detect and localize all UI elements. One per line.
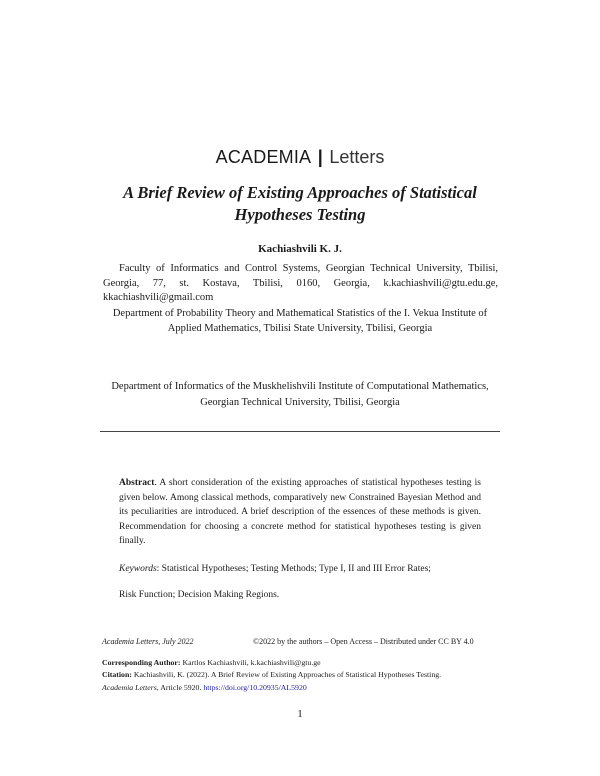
affiliation-1-line-3: kkachiashvili@gmail.com [103,292,214,303]
corresponding-text: Kartlos Kachiashvili, k.kachiashvili@gtu.ge [180,658,321,667]
affiliation-2: Department of Probability Theory and Mathematical Statistics of the I. Vekua Institute of Applied Mathematics, Tbilisi State University, Tbilisi, Georgia [112,308,488,334]
citation-journal: Academia Letters [102,682,157,692]
author-name: Kachiashvili K. J. [258,243,342,255]
abstract [119,476,481,549]
affiliation-1-line-1: Faculty of Informatics and Control Systems, Georgian Technical University, Tbilisi, [119,263,498,274]
brand-separator: | [317,147,323,167]
footer-journal [102,637,194,646]
brand-section: Letters [329,147,385,167]
doi-link[interactable]: https://doi.org/10.20935/AL5920 [203,682,307,692]
keywords [119,562,481,577]
abstract-text: . A short consideration of the existing approaches of statistical hypotheses testing is given below. Among classical methods, comparatively new Constrained Bayesian Method and its peculiarities are introduced. A brief description of the essences of these methods is given. Recommendation for choosing a concrete method for statistical hypotheses testing is given finally. [119,478,481,547]
keywords-continued: Risk Function; Decision Making Regions. [119,590,280,600]
citation-text: Kachiashvili, K. (2022). A Brief Review of Existing Approaches of Statistical Hypotheses Testing. [131,670,442,679]
corresponding-label: Corresponding Author: [102,658,181,667]
brand-name: ACADEMIA [215,147,312,167]
affiliation-1 [103,262,498,306]
footer-journal-text: Academia Letters, July 2022 [102,637,194,646]
paper-title: A Brief Review of Existing Approaches of Statistical Hypotheses Testing [123,183,477,224]
abstract-label: Abstract [119,478,155,488]
keywords-text: : Statistical Hypotheses; Testing Methods; Type I, II and III Error Rates; [156,564,431,574]
separator-rule [100,431,500,432]
footer-rights: ©2022 by the authors – Open Access – Distributed under CC BY 4.0 [253,637,474,646]
affiliation-1-line-2: Georgia, 77, st. Kostava, Tbilisi, 0160, Georgia, k.kachiashvili@gtu.edu.ge, [103,277,498,289]
academia-letters-brand [0,147,600,168]
corresponding-author [102,657,502,670]
keywords-label: Keywords [119,564,157,574]
page-number: 1 [297,708,303,720]
affiliation-3: Department of Informatics of the Muskhelishvili Institute of Computational Mathematics, Georgian Technical University, Tbilisi, Georgia [111,381,489,408]
citation-label: Citation: [102,670,132,679]
citation-article: , Article 5920. [156,682,204,692]
citation [102,669,502,694]
